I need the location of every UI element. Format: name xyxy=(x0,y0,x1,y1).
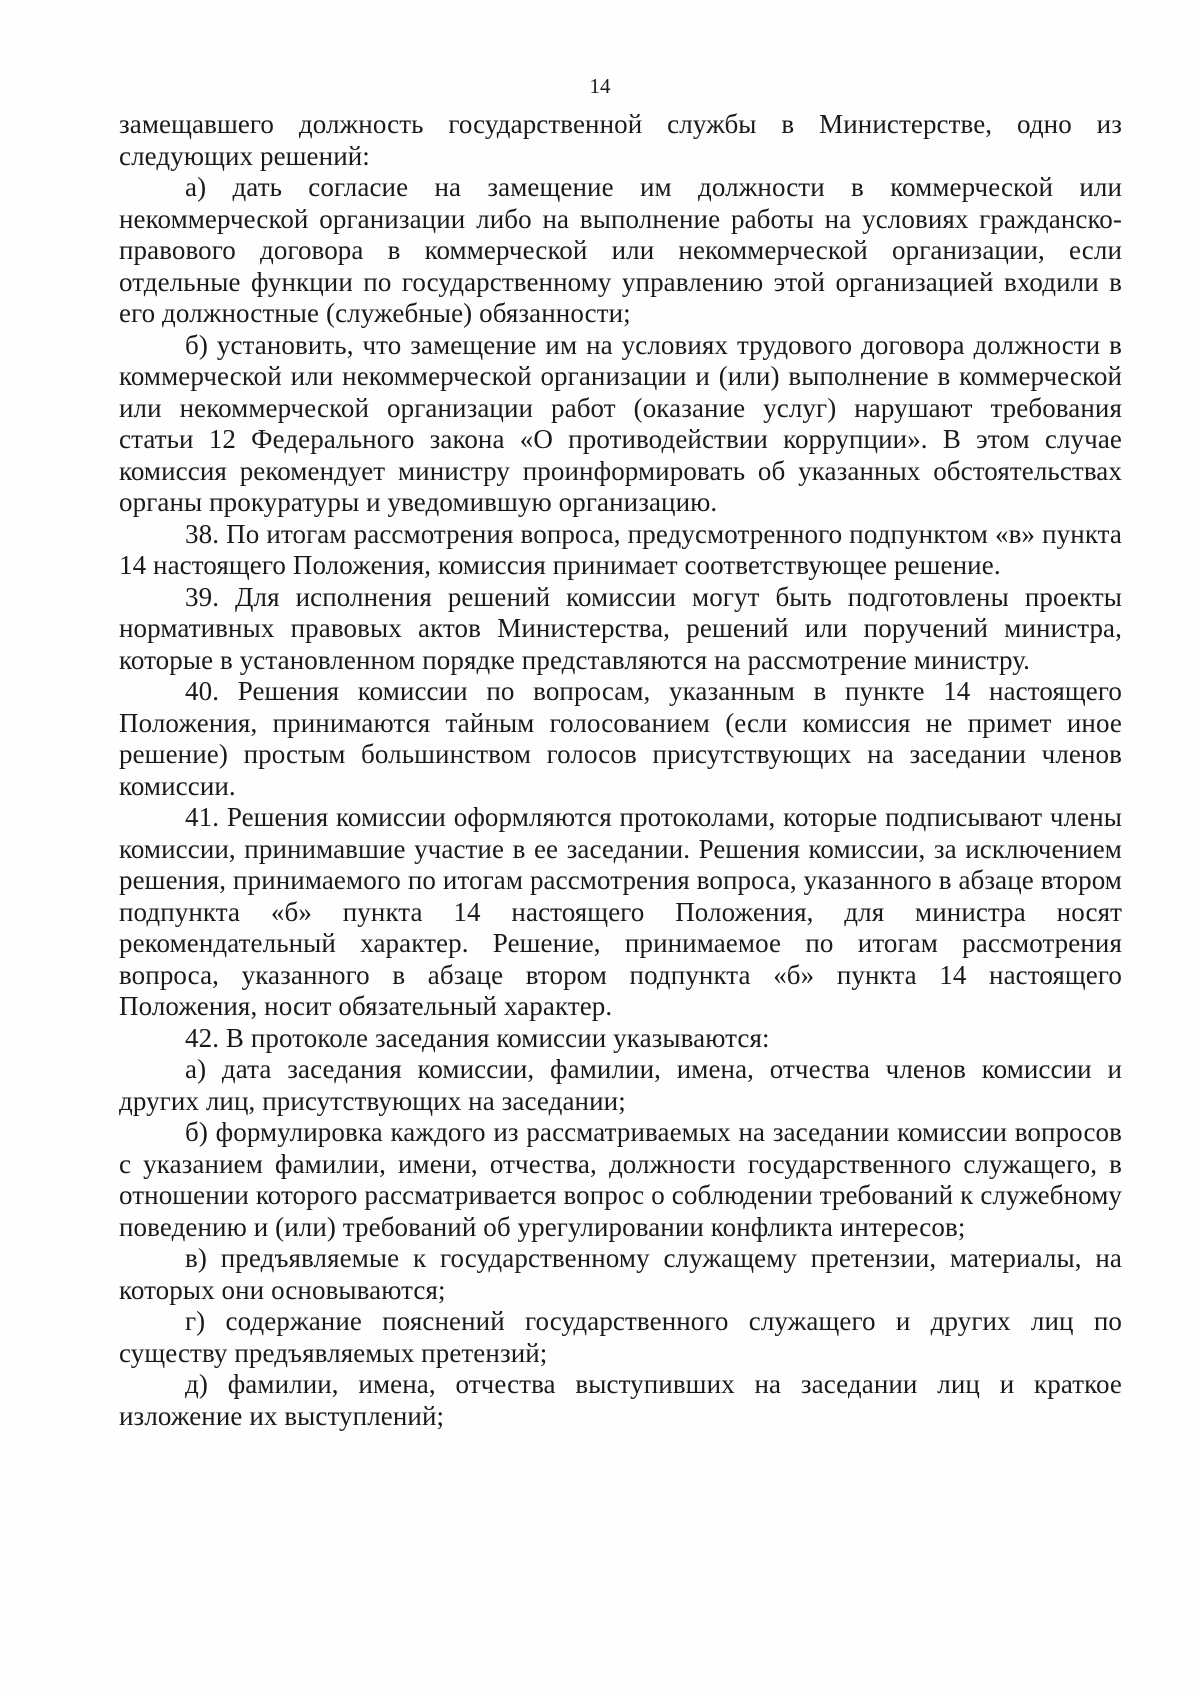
paragraph: замещавшего должность государственной службы в Министерстве, одно из следующих решений: xyxy=(119,109,1122,171)
paragraph: 38. По итогам рассмотрения вопроса, предусмотренного подпунктом «в» пункта 14 настоящего Положения, комиссия принимает соответствующее решение. xyxy=(119,518,1122,580)
paragraph: а) дать согласие на замещение им должности в коммерческой или некоммерческой организации либо на выполнение работы на условиях гражданско-правового договора в коммерческой или некоммерческой организации, если отдельные функции по государственному управлению этой организацией входили в его должностные (служебные) обязанности; xyxy=(119,172,1122,328)
paragraph: д) фамилии, имена, отчества выступивших на заседании лиц и краткое изложение их выступлений; xyxy=(119,1369,1122,1431)
paragraph: 39. Для исполнения решений комиссии могут быть подготовлены проекты нормативных правовых актов Министерства, решений или поручений министра, которые в установленном порядке представляются на рассмотрение министру. xyxy=(119,581,1122,675)
paragraph: 40. Решения комиссии по вопросам, указанным в пункте 14 настоящего Положения, принимаются тайным голосованием (если комиссия не примет иное решение) простым большинством голосов присутствующих на заседании членов комиссии. xyxy=(119,676,1122,801)
paragraph: 41. Решения комиссии оформляются протоколами, которые подписывают члены комиссии, принимавшие участие в ее заседании. Решения комиссии, за исключением решения, принимаемого по итогам рассмотрения вопроса, указанного в абзаце втором подпункта «б» пункта 14 настоящего Положения, для министра носят рекомендательный характер. Решение, принимаемое по итогам рассмотрения вопроса, указанного в абзаце втором подпункта «б» пункта 14 настоящего Положения, носит обязательный характер. xyxy=(119,802,1122,1021)
paragraph: б) формулировка каждого из рассматриваемых на заседании комиссии вопросов с указанием фамилии, имени, отчества, должности государственного служащего, в отношении которого рассматривается вопрос о соблюдении требований к служебному поведению и (или) требований об урегулировании конфликта интересов; xyxy=(119,1117,1122,1242)
paragraph: г) содержание пояснений государственного служащего и других лиц по существу предъявляемых претензий; xyxy=(119,1306,1122,1368)
page-number: 14 xyxy=(589,74,611,98)
paragraph: 42. В протоколе заседания комиссии указываются: xyxy=(185,1022,770,1053)
paragraph: в) предъявляемые к государственному служащему претензии, материалы, на которых они основываются; xyxy=(119,1243,1122,1305)
document-body xyxy=(119,109,1122,1432)
paragraph: б) установить, что замещение им на условиях трудового договора должности в коммерческой или некоммерческой организации и (или) выполнение в коммерческой или некоммерческой организации работ (оказание услуг) нарушают требования статьи 12 Федерального закона «О противодействии коррупции». В этом случае комиссия рекомендует министру проинформировать об указанных обстоятельствах органы прокуратуры и уведомившую организацию. xyxy=(119,329,1122,517)
paragraph: а) дата заседания комиссии, фамилии, имена, отчества членов комиссии и других лиц, присутствующих на заседании; xyxy=(119,1054,1122,1116)
